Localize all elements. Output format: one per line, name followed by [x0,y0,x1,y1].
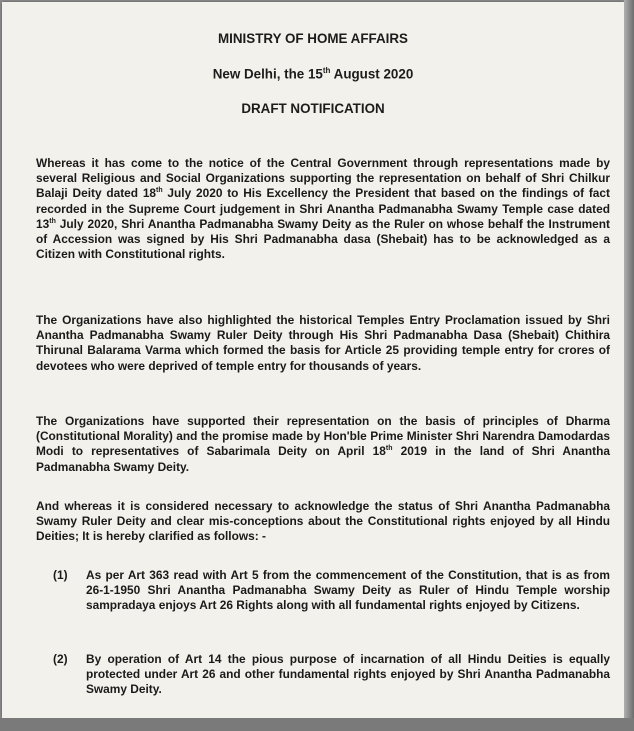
p3-text-b: 2019 in the land of Shri Anantha Padmanabha Swamy Deity. [36,444,610,474]
p1-sup-b: th [49,217,56,225]
list-item-number: (2) [53,652,68,666]
p1-text-a: Whereas it has come to the notice of the Central Government through representations made by several Religious and Social Organizations supporting the representation on behalf of Shri Chilkur Balaji Deity dated 18 [36,156,610,201]
p1-text-b: July 2020 to His Excellency the President that based on the findings of fact recorded in the Supreme Court judgement in Shri Anantha Padmanabha Swamy Temple case dated 13 [36,186,610,231]
list-item-number: (1) [53,568,68,582]
dateline-month-year: August 2020 [330,66,414,82]
paragraph-temple-entry: The Organizations have also highlighted the historical Temples Entry Proclamation issued by Shri Anantha Padmanabha Swamy Ruler Deity through His Shri Padmanabha Dasa (Shebait) Chithira Thirunal Balarama Varma which formed the basis for Article 25 providing temple entry for crores of devotees who were deprived of temple entry for thousands of years. [36,313,610,373]
scan-edge-right [624,0,634,731]
p3-sup-a: th [385,445,393,453]
document-page [2,2,624,718]
p1-sup-a: th [156,187,163,195]
paragraph-whereas [36,156,610,262]
dateline-place: New Delhi, the 15 [212,66,323,82]
paragraph-clarification: And whereas it is considered necessary to acknowledge the status of Shri Anantha Padmanabha Swamy Ruler Deity and clear mis-conceptions about the Constitutional rights enjoyed by all Hindu Deities; It is hereby clarified as follows: - [36,499,610,544]
paragraph-dharma [36,414,610,475]
p1-text-c: July 2020, Shri Anantha Padmanabha Swamy Deity as the Ruler on whose behalf the Instrument of Accession was signed by His Shri Padmanabha dasa (Shebait) has to be acknowledged as a Citizen with Constitutional rights. [36,216,610,262]
p3-text-a: The Organizations have supported their representation on the basis of principles of Dharma (Constitutional Morality) and the promise made by Hon'ble Prime Minister Shri Narendra Damodardas Modi to representatives of Sabarimala Deity on April 18 [36,414,610,459]
list-item-text: As per Art 363 read with Art 5 from the commencement of the Constitution, that is as from 26-1-1950 Shri Anantha Padmanabha Swamy Deity as Ruler of Hindu Temple worship sampradaya enjoys Art 26 Rights along with all fundamental rights enjoyed by Citizens. [86,568,610,613]
scan-edge-bottom [0,718,634,731]
list-item-text: By operation of Art 14 the pious purpose of incarnation of all Hindu Deities is equally protected under Art 26 and other fundamental rights enjoyed by Shri Anantha Padmanabha Swamy Deity. [86,652,610,697]
ministry-heading: MINISTRY OF HOME AFFAIRS [218,31,408,46]
dateline-day-suffix: th [322,66,331,75]
notice-type-heading: DRAFT NOTIFICATION [241,101,385,116]
dateline [2,66,624,81]
